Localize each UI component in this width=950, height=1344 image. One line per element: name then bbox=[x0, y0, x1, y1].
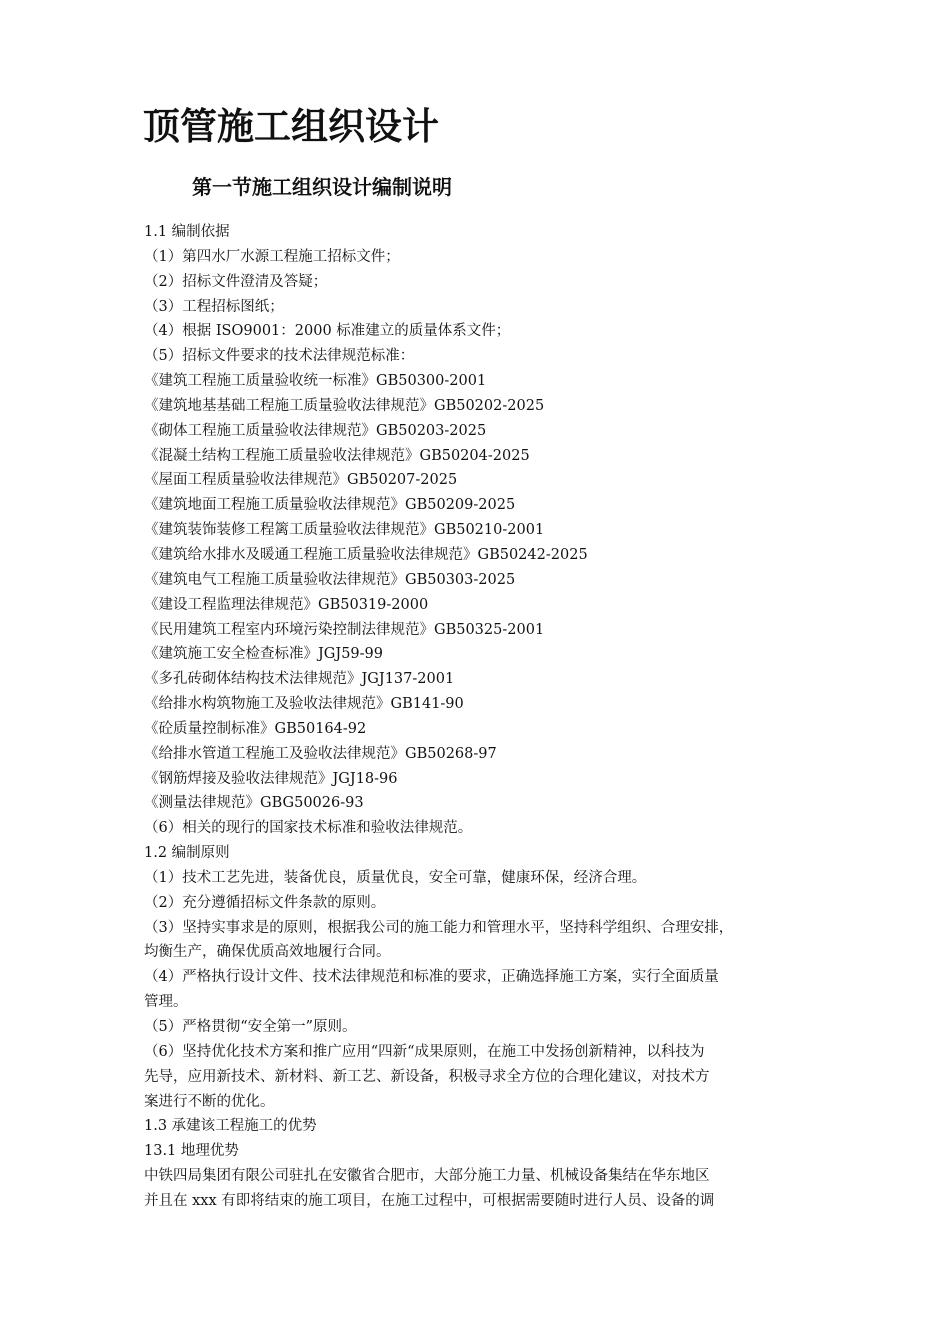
text-line: （2）充分遵循招标文件条款的原则。 bbox=[144, 894, 386, 911]
text-line: （1）第四水厂水源工程施工招标文件； bbox=[144, 248, 400, 265]
standard-item: 《屋面工程质量验收法律规范》GB50207-2025 bbox=[144, 472, 458, 489]
standard-item: 《建设工程监理法律规范》GB50319-2000 bbox=[144, 596, 429, 613]
standard-item: 《给排水管道工程施工及验收法律规范》GB50268-97 bbox=[144, 745, 497, 762]
standard-item: 《测量法律规范》GBG50026-93 bbox=[144, 795, 364, 812]
text-line: （1）技术工艺先进，装备优良，质量优良，安全可靠，健康环保，经济合理。 bbox=[144, 869, 647, 886]
standard-item: 《砌体工程施工质量验收法律规范》GB50203-2025 bbox=[144, 422, 487, 439]
text-line: 并且在 xxx 有即将结束的施工项目，在施工过程中，可根据需要随时进行人员、设备的调 bbox=[144, 1192, 715, 1209]
standard-item: 《建筑工程施工质量验收统一标准》GB50300-2001 bbox=[144, 373, 487, 390]
standard-item: 《建筑施工安全检查标准》JGJ59-99 bbox=[144, 646, 384, 663]
standard-item: 《建筑装饰装修工程篱工质量验收法律规范》GB50210-2001 bbox=[144, 522, 545, 539]
standard-item: 《建筑给水排水及暖通工程施工质量验收法律规范》GB50242-2025 bbox=[144, 546, 588, 563]
text-line: （4）根据 ISO9001：2000 标准建立的质量体系文件； bbox=[144, 323, 511, 340]
standard-item: 《钢筋焊接及验收法律规范》JGJ18-96 bbox=[144, 770, 398, 787]
text-line: （5）严格贯彻“安全第一”原则。 bbox=[144, 1019, 357, 1035]
standard-item: 《建筑地面工程施工质量验收法律规范》GB50209-2025 bbox=[144, 497, 516, 514]
standard-item: 《多孔砖砌体结构技术法律规范》JGJ137-2001 bbox=[144, 671, 455, 688]
text-line: （6）坚持优化技术方案和推广应用“四新“成果原则，在施工中发扬创新精神，以科技为 bbox=[144, 1043, 705, 1060]
heading-1-1: 1.1 编制依据 bbox=[144, 224, 230, 240]
text-line: 均衡生产，确保优质高效地履行合同。 bbox=[144, 944, 391, 961]
text-line: （3）坚持实事求是的原则，根据我公司的施工能力和管理水平，坚持科学组织、合理安排， bbox=[144, 919, 734, 936]
text-line: （2）招标文件澄清及答疑； bbox=[144, 273, 328, 290]
standard-item: 《砼质量控制标准》GB50164-92 bbox=[144, 720, 367, 737]
document-title: 顶管施工组织设计 bbox=[143, 105, 439, 148]
standard-item: 《民用建筑工程室内环境污染控制法律规范》GB50325-2001 bbox=[144, 621, 545, 638]
text-line: （6）相关的现行的国家技术标准和验收法律规范。 bbox=[144, 820, 473, 837]
standard-item: 《给排水构筑物施工及验收法律规范》GB141-90 bbox=[144, 696, 464, 713]
heading-1-2: 1.2 编制原则 bbox=[144, 845, 230, 862]
standard-item: 《建筑电气工程施工质量验收法律规范》GB50303-2025 bbox=[144, 571, 516, 588]
text-line: （3）工程招标图纸； bbox=[144, 298, 284, 315]
heading-13-1: 13.1 地理优势 bbox=[144, 1143, 239, 1160]
text-line: 中铁四局集团有限公司驻扎在安徽省合肥市，大部分施工力量、机械设备集结在华东地区 bbox=[144, 1168, 710, 1185]
text-line: 案进行不断的优化。 bbox=[144, 1093, 275, 1110]
section-title: 第一节施工组织设计编制说明 bbox=[192, 175, 452, 199]
text-line: 管理。 bbox=[144, 994, 188, 1011]
standard-item: 《建筑地基基础工程施工质量验收法律规范》GB50202-2025 bbox=[144, 397, 545, 414]
heading-1-3: 1.3 承建该工程施工的优势 bbox=[144, 1118, 317, 1135]
text-line: （4）严格执行设计文件、技术法律规范和标准的要求，正确选择施工方案，实行全面质量 bbox=[144, 969, 719, 986]
standard-item: 《混凝土结构工程施工质量验收法律规范》GB50204-2025 bbox=[144, 447, 530, 464]
document-body bbox=[144, 220, 824, 1214]
text-line: （5）招标文件要求的技术法律规范标准： bbox=[144, 348, 415, 365]
text-line: 先导，应用新技术、新材料、新工艺、新设备，积极寻求全方位的合理化建议，对技术方 bbox=[144, 1068, 710, 1085]
